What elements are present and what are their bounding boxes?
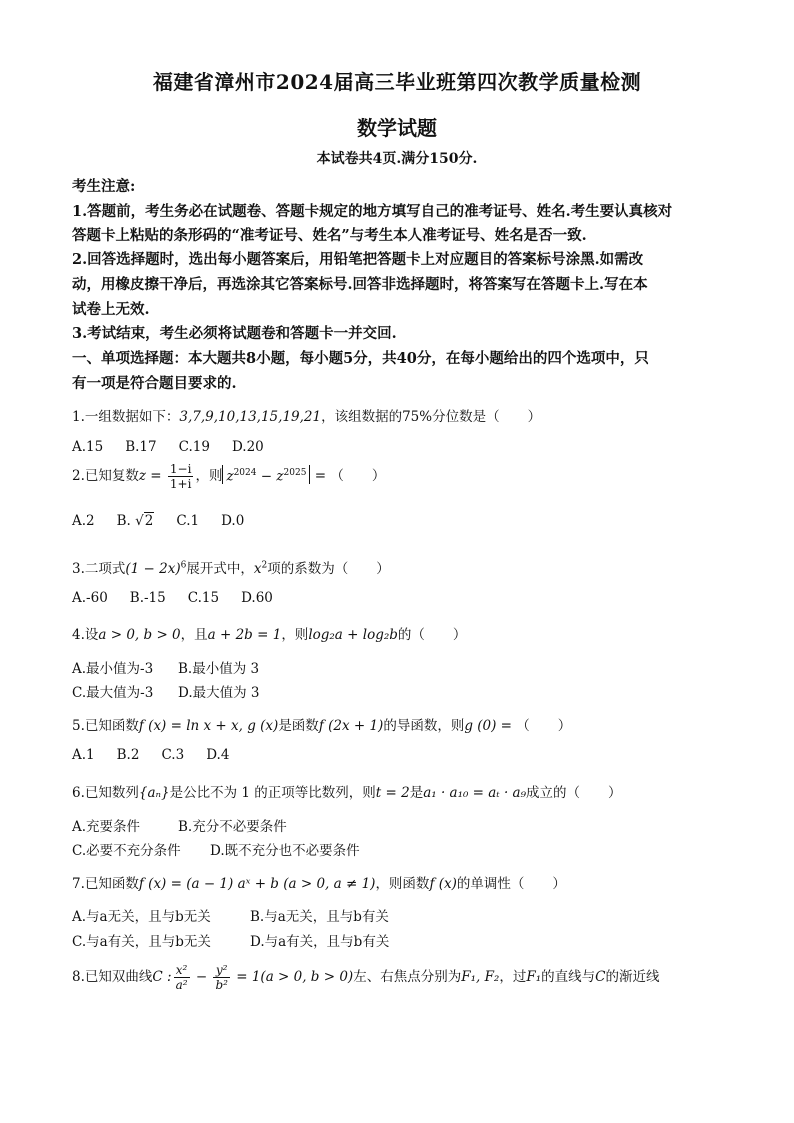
q8-mid: 左、右焦点分别为 bbox=[353, 969, 462, 985]
q2-minus: − bbox=[256, 468, 277, 484]
q6-option-c[interactable]: C.必要不充分条件 bbox=[72, 843, 181, 859]
q5-option-b[interactable]: B.2 bbox=[116, 747, 140, 763]
q8-suffix: 的渐近线 bbox=[605, 969, 660, 985]
q2-option-b-label: B. bbox=[116, 513, 131, 529]
notice-item2-line1: 2.回答选择题时，选出每小题答案后，用铅笔把答题卡上对应题目的答案标号涂黑.如需改 bbox=[72, 251, 644, 268]
q8-c: C : bbox=[152, 969, 172, 985]
q3-exp: 6 bbox=[180, 560, 187, 571]
question-3 bbox=[72, 557, 390, 577]
q3-option-c[interactable]: C.15 bbox=[187, 590, 220, 606]
q6-option-b[interactable]: B.充分不必要条件 bbox=[178, 819, 287, 835]
q2-prefix: 2.已知复数 bbox=[72, 468, 139, 484]
q2-abs-var-a: z bbox=[226, 468, 234, 484]
q3-expr: (1 − 2x) bbox=[125, 561, 181, 577]
q2-option-b[interactable] bbox=[117, 513, 155, 529]
q7-option-d[interactable]: D.与a有关，且与b有关 bbox=[250, 934, 390, 950]
q5-option-a[interactable]: A.1 bbox=[72, 747, 95, 763]
q8-frac-y-num: y² bbox=[213, 963, 230, 978]
q8-foci: F₁, F₂ bbox=[461, 969, 500, 985]
q8-frac-y-den: b² bbox=[215, 978, 228, 992]
exam-title: 福建省漳州市2024届高三毕业班第四次教学质量检测 bbox=[152, 70, 642, 94]
q8-f1: F₁ bbox=[526, 969, 542, 985]
notice-item2-line2: 动，用橡皮擦干净后，再选涂其它答案标号.回答非选择题时，将答案写在答题卡上.写在本 bbox=[72, 276, 648, 293]
q6-close: ） bbox=[608, 785, 622, 801]
q2-option-c[interactable]: C.1 bbox=[176, 513, 200, 529]
q3-suffix: 项的系数为（ bbox=[267, 561, 349, 577]
exam-info: 本试卷共4页.满分150分. bbox=[316, 151, 478, 167]
question-4 bbox=[72, 623, 466, 643]
q5-option-d[interactable]: D.4 bbox=[206, 747, 230, 763]
q5-f2: f (2x + 1) bbox=[318, 718, 384, 734]
section1-line1: 一、单项选择题：本大题共8小题，每小题5分，共40分，在每小题给出的四个选项中，只 bbox=[72, 350, 649, 367]
q6-options-row1 bbox=[72, 815, 356, 835]
q7-option-b[interactable]: B.与a无关，且与b有关 bbox=[250, 909, 389, 925]
notice-item1-line2: 答题卡上粘贴的条形码的“准考证号、姓名”与考生本人准考证号、姓名是否一致. bbox=[72, 227, 587, 244]
q6-mid2: 是 bbox=[409, 785, 424, 801]
q2-fraction bbox=[168, 462, 194, 491]
q4-expr: log₂a + log₂b bbox=[308, 627, 398, 643]
notice-item1-line1: 1.答题前，考生务必在试题卷、答题卡规定的地方填写自己的准考证号、姓名.考生要认真核对 bbox=[72, 203, 673, 220]
q1-option-c[interactable]: C.19 bbox=[178, 439, 210, 455]
q1-suffix: ，该组数据的75%分位数是（ bbox=[321, 409, 500, 425]
q3-term-exp: 2 bbox=[261, 560, 268, 571]
q8-frac-y bbox=[213, 963, 230, 992]
q2-exp-a: 2024 bbox=[233, 467, 257, 478]
q7-mid: ，则函数 bbox=[375, 876, 430, 892]
q8-minus: − bbox=[191, 969, 212, 985]
q6-eq: a₁ · a₁₀ = aₜ · a₉ bbox=[423, 785, 526, 801]
q4-mid2: ，则 bbox=[281, 627, 309, 643]
q2-fraction-num: 1−i bbox=[169, 462, 192, 476]
q2-eq: = bbox=[146, 468, 166, 484]
q8-mid3: 的直线与 bbox=[541, 969, 596, 985]
q4-option-b[interactable]: B.最小值为 3 bbox=[178, 661, 260, 677]
q7-f: f (x) = (a − 1) aˣ + b (a > 0, a ≠ 1) bbox=[138, 876, 376, 892]
q4-option-a[interactable]: A.最小值为-3 bbox=[72, 661, 154, 677]
q4-options-row2 bbox=[72, 681, 284, 701]
q5-g0: g (0) = bbox=[464, 718, 517, 734]
q2-abs-var-b: z bbox=[276, 468, 284, 484]
q2-option-a[interactable]: A.2 bbox=[72, 513, 95, 529]
question-5 bbox=[72, 714, 571, 734]
q3-mid: 展开式中， bbox=[186, 561, 254, 577]
q5-prefix: 5.已知函数 bbox=[72, 718, 139, 734]
q1-options bbox=[72, 439, 286, 455]
q7-prefix: 7.已知函数 bbox=[72, 876, 139, 892]
q1-close: ） bbox=[527, 409, 542, 425]
q4-suffix: 的（ bbox=[397, 627, 425, 643]
question-1 bbox=[72, 405, 541, 425]
q8-frac-x bbox=[174, 963, 190, 992]
question-7 bbox=[72, 872, 566, 892]
q5-mid2: 的导函数，则 bbox=[383, 718, 465, 734]
q6-options-row2 bbox=[72, 839, 410, 859]
q4-option-d[interactable]: D.最大值为 3 bbox=[178, 685, 260, 701]
q1-option-b[interactable]: B.17 bbox=[125, 439, 157, 455]
q5-suffix: （ bbox=[516, 718, 530, 734]
q6-suffix: 成立的（ bbox=[526, 785, 580, 801]
q3-prefix: 3.二项式 bbox=[72, 561, 126, 577]
notice-item2-line3: 试卷上无效. bbox=[72, 301, 150, 318]
q5-option-c[interactable]: C.3 bbox=[161, 747, 185, 763]
q3-option-d[interactable]: D.60 bbox=[241, 590, 273, 606]
q1-prefix: 1.一组数据如下： bbox=[72, 409, 180, 425]
q4-options-row1 bbox=[72, 657, 284, 677]
notice-heading: 考生注意: bbox=[72, 178, 136, 195]
q2-suffix: = （ bbox=[310, 468, 344, 484]
q7-fx: f (x) bbox=[429, 876, 457, 892]
q2-exp-b: 2025 bbox=[283, 467, 307, 478]
q8-frac-x-den: a² bbox=[175, 978, 188, 992]
section1-line2: 有一项是符合题目要求的. bbox=[72, 375, 237, 392]
q5-options bbox=[72, 747, 251, 763]
q7-options-row1 bbox=[72, 905, 428, 925]
q6-mid1: 是公比不为 1 的正项等比数列，则 bbox=[169, 785, 376, 801]
q6-seq: {aₙ} bbox=[138, 785, 170, 801]
notice-item3: 3.考试结束，考生必须将试题卷和答题卡一并交回. bbox=[72, 325, 397, 342]
q3-option-b[interactable]: B.-15 bbox=[129, 590, 166, 606]
question-8 bbox=[72, 963, 659, 992]
q7-options-row2 bbox=[72, 930, 428, 950]
q8-rest: = 1(a > 0, b > 0) bbox=[231, 969, 354, 985]
q4-option-c[interactable]: C.最大值为-3 bbox=[72, 685, 154, 701]
q8-prefix: 8.已知双曲线 bbox=[72, 969, 153, 985]
q2-option-d[interactable]: D.0 bbox=[221, 513, 245, 529]
q7-option-c[interactable]: C.与a有关，且与b无关 bbox=[72, 934, 211, 950]
q3-term: x bbox=[253, 561, 262, 577]
q4-prefix: 4.设 bbox=[72, 627, 99, 643]
q5-f: f (x) = ln x + x, g (x) bbox=[138, 718, 279, 734]
q5-close: ） bbox=[557, 718, 572, 734]
q6-option-d[interactable]: D.既不充分也不必要条件 bbox=[210, 843, 360, 859]
q1-option-a[interactable]: A.15 bbox=[72, 439, 104, 455]
q5-mid: 是函数 bbox=[278, 718, 319, 734]
q3-option-a[interactable]: A.-60 bbox=[72, 590, 108, 606]
q8-mid2: ，过 bbox=[499, 969, 527, 985]
question-2 bbox=[72, 462, 385, 491]
q1-data: 3,7,9,10,13,15,19,21 bbox=[179, 409, 322, 425]
q3-options bbox=[72, 590, 295, 606]
q4-mid1: ，且 bbox=[180, 627, 208, 643]
q2-mid: ，则 bbox=[195, 468, 223, 484]
q6-option-a[interactable]: A.充要条件 bbox=[72, 819, 141, 835]
q7-suffix: 的单调性（ bbox=[456, 876, 525, 892]
q2-fraction-den: 1+i bbox=[169, 477, 192, 491]
q2-options bbox=[72, 513, 266, 529]
q2-sqrt-value: 2 bbox=[144, 513, 154, 529]
q6-prefix: 6.已知数列 bbox=[72, 785, 139, 801]
q3-close: ） bbox=[376, 561, 390, 577]
subject-title: 数学试题 bbox=[357, 116, 437, 140]
q2-abs-expr bbox=[222, 465, 310, 485]
q4-cond1: a > 0, b > 0 bbox=[98, 627, 181, 643]
q8-frac-x-num: x² bbox=[174, 963, 190, 978]
question-6 bbox=[72, 781, 622, 801]
q7-option-a[interactable]: A.与a无关，且与b无关 bbox=[72, 909, 211, 925]
q2-close: ） bbox=[371, 468, 386, 484]
q6-cond: t = 2 bbox=[375, 785, 410, 801]
sqrt-icon: √2 bbox=[135, 513, 154, 529]
q1-option-d[interactable]: D.20 bbox=[231, 439, 264, 455]
q7-close: ） bbox=[552, 876, 566, 892]
q8-c2: C bbox=[595, 969, 606, 985]
q2-var: z bbox=[138, 468, 147, 484]
q4-cond2: a + 2b = 1 bbox=[207, 627, 282, 643]
q4-close: ） bbox=[452, 627, 467, 643]
